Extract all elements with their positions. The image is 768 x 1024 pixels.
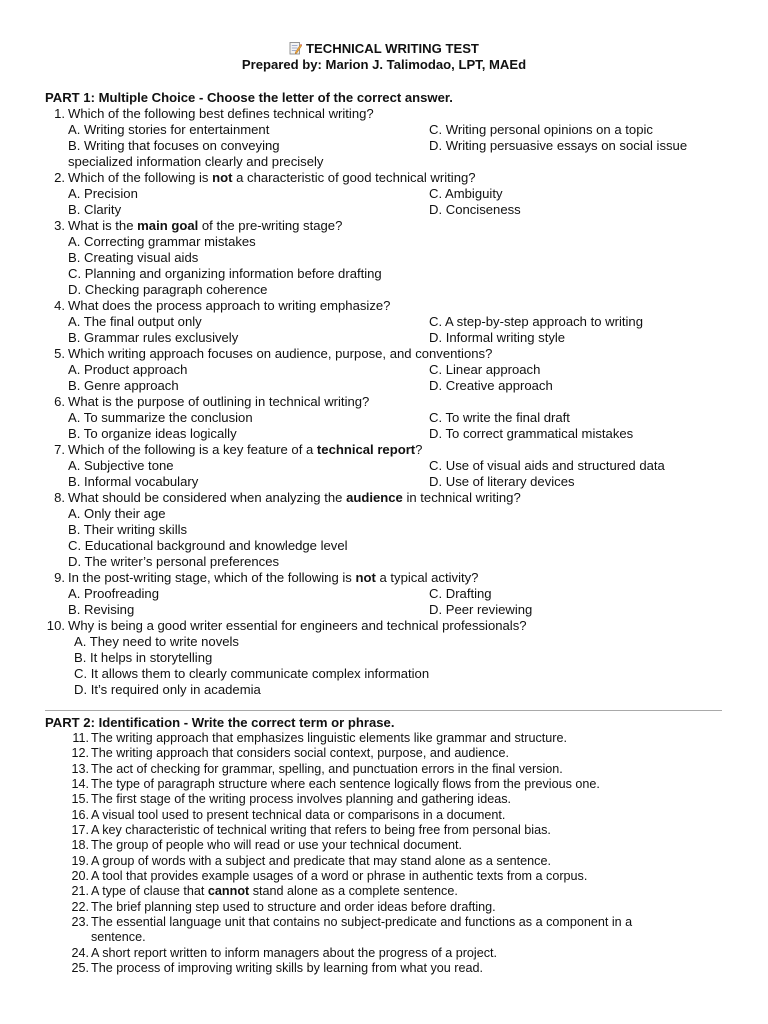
identification-item <box>45 961 735 976</box>
item-number: 12. <box>71 746 89 761</box>
option-c: C. Use of visual aids and structured data <box>429 458 665 473</box>
item-text-post: stand alone as a complete sentence. <box>249 884 458 899</box>
option-row <box>45 138 735 154</box>
question-text-pre: What is the <box>68 218 138 233</box>
question-number: 6. <box>54 394 65 409</box>
option-a: A. To summarize the conclusion <box>68 410 253 425</box>
question-text <box>68 298 390 314</box>
prepared-by: Prepared by: Marion J. Talimodao, LPT, MAEd <box>241 57 527 72</box>
identification-item <box>45 838 735 853</box>
identification-item <box>45 792 735 807</box>
item-text-pre: The first stage of the writing process involves planning and gathering ideas. <box>91 792 512 807</box>
option-row <box>45 458 735 474</box>
item-text-pre: A group of words with a subject and predicate that may stand alone as a sentence. <box>91 853 551 868</box>
question-number: 7. <box>54 442 65 457</box>
question-text <box>68 570 478 586</box>
item-number: 13. <box>71 761 89 776</box>
question-text-post: ? <box>415 442 423 457</box>
item-number: 22. <box>71 899 89 914</box>
option-d: D. Creative approach <box>429 378 553 393</box>
question-stem <box>45 106 735 122</box>
item-number: 20. <box>71 869 89 884</box>
item-text <box>91 854 551 869</box>
option-row <box>45 410 735 426</box>
part2-section <box>45 715 735 977</box>
question-number: 5. <box>54 346 65 361</box>
question-text-pre: In the post-writing stage, which of the following is <box>68 570 356 585</box>
question-stem <box>45 442 735 458</box>
option-b: B. Informal vocabulary <box>68 474 199 489</box>
identification-item <box>45 854 735 869</box>
option-c: C. Planning and organizing information before drafting <box>68 266 382 281</box>
option-row <box>45 682 735 698</box>
option-b: B. Grammar rules exclusively <box>68 330 239 345</box>
item-text-pre: The act of checking for grammar, spelling, and punctuation errors in the final version. <box>91 761 563 776</box>
question-text-post: in technical writing? <box>402 490 521 505</box>
item-text <box>91 915 632 930</box>
question-number: 4. <box>54 298 65 313</box>
option-c: C. Writing personal opinions on a topic <box>429 122 653 137</box>
question-text-pre: What should be considered when analyzing the <box>68 490 347 505</box>
option-row <box>45 426 735 442</box>
option-row <box>45 650 735 666</box>
item-text-pre: The writing approach that considers social context, purpose, and audience. <box>91 746 509 761</box>
question-number: 8. <box>54 490 65 505</box>
question-text <box>68 618 527 634</box>
item-number: 15. <box>71 792 89 807</box>
question-3 <box>45 218 735 298</box>
header <box>0 0 768 73</box>
question-number: 10. <box>46 618 65 633</box>
option-d: D. Checking paragraph coherence <box>68 282 268 297</box>
question-text-pre: What does the process approach to writing emphasize? <box>68 298 391 313</box>
question-number: 1. <box>54 106 65 121</box>
identification-item <box>45 869 735 884</box>
item-text-pre: The process of improving writing skills by learning from what you read. <box>91 961 483 976</box>
option-a: A. Only their age <box>68 506 166 521</box>
item-text <box>91 731 567 746</box>
option-row <box>45 186 735 202</box>
question-7 <box>45 442 735 490</box>
item-text-pre: A short report written to inform managers about the progress of a project. <box>91 945 498 960</box>
question-stem <box>45 346 735 362</box>
item-text-pre: The writing approach that emphasizes linguistic elements like grammar and structure. <box>91 731 567 745</box>
question-stem <box>45 218 735 234</box>
option-a: A. Product approach <box>68 362 188 377</box>
option-a: A. They need to write novels <box>74 634 239 649</box>
option-b-continued: specialized information clearly and precisely <box>68 154 324 169</box>
item-text <box>91 746 509 761</box>
question-text <box>68 442 422 458</box>
identification-item-continued <box>45 930 735 945</box>
option-d: D. It’s required only in academia <box>74 682 261 697</box>
item-text <box>91 900 496 915</box>
option-row <box>45 474 735 490</box>
option-row <box>45 250 735 266</box>
question-stem <box>45 618 735 634</box>
option-c: C. Ambiguity <box>429 186 503 201</box>
item-text <box>91 792 511 807</box>
question-text-post: a typical activity? <box>375 570 479 585</box>
question-text-bold: technical report <box>316 442 416 457</box>
option-c: C. Educational background and knowledge level <box>68 538 348 553</box>
identification-item <box>45 946 735 961</box>
question-stem <box>45 570 735 586</box>
question-4 <box>45 298 735 346</box>
option-d: D. Informal writing style <box>429 330 566 345</box>
question-text <box>68 218 342 234</box>
part2-title: PART 2: Identification - Write the correct term or phrase. <box>45 715 395 730</box>
option-row <box>45 602 735 618</box>
question-text-bold: not <box>212 170 233 185</box>
option-row <box>45 154 735 170</box>
section-divider <box>45 710 722 711</box>
item-text-pre: The type of paragraph structure where each sentence logically flows from the previous one. <box>91 777 600 792</box>
option-row <box>45 266 735 282</box>
question-2 <box>45 170 735 218</box>
question-text <box>68 170 476 186</box>
item-text <box>91 762 563 777</box>
option-a: A. Subjective tone <box>68 458 174 473</box>
option-row <box>45 666 735 682</box>
identification-item <box>45 731 735 746</box>
question-stem <box>45 490 735 506</box>
identification-item <box>45 762 735 777</box>
option-a: A. Writing stories for entertainment <box>68 122 270 137</box>
question-text <box>68 346 492 362</box>
item-text-continued: sentence. <box>91 930 146 945</box>
question-6 <box>45 394 735 442</box>
question-text <box>68 490 521 506</box>
option-d: D. Conciseness <box>429 202 521 217</box>
item-number: 21. <box>71 884 89 899</box>
item-number: 16. <box>71 807 89 822</box>
identification-item <box>45 823 735 838</box>
option-row <box>45 586 735 602</box>
identification-item <box>45 746 735 761</box>
question-text-pre: Which of the following is <box>68 170 213 185</box>
option-b: B. Clarity <box>68 202 122 217</box>
question-10 <box>45 618 735 698</box>
identification-item <box>45 777 735 792</box>
item-number: 25. <box>71 961 89 976</box>
option-a: A. Correcting grammar mistakes <box>68 234 256 249</box>
option-a: A. Proofreading <box>68 586 159 601</box>
item-number: 19. <box>71 853 89 868</box>
question-text-pre: Which of the following is a key feature of a <box>68 442 317 457</box>
item-number: 18. <box>71 838 89 853</box>
question-text-bold: not <box>355 570 376 585</box>
item-text-pre: A key characteristic of technical writing that refers to being free from personal bias. <box>91 823 551 838</box>
option-row <box>45 554 735 570</box>
option-c: C. Drafting <box>429 586 492 601</box>
option-row <box>45 202 735 218</box>
question-stem <box>45 298 735 314</box>
option-c: C. It allows them to clearly communicate complex information <box>74 666 430 681</box>
identification-item <box>45 808 735 823</box>
item-text-pre: The group of people who will read or use your technical document. <box>91 838 463 853</box>
question-text-post: of the pre-writing stage? <box>198 218 343 233</box>
option-b: B. Their writing skills <box>68 522 188 537</box>
option-row <box>45 522 735 538</box>
item-text-pre: The brief planning step used to structure and order ideas before drafting. <box>91 899 496 914</box>
item-text <box>91 884 458 899</box>
item-text <box>91 823 551 838</box>
question-stem <box>45 170 735 186</box>
option-c: C. To write the final draft <box>429 410 570 425</box>
option-b: B. Creating visual aids <box>68 250 199 265</box>
question-text <box>68 106 374 122</box>
option-b: B. Writing that focuses on conveying <box>68 138 280 153</box>
question-number: 2. <box>54 170 65 185</box>
option-b: B. Genre approach <box>68 378 179 393</box>
question-text-post: a characteristic of good technical writing? <box>232 170 476 185</box>
item-text-pre: The essential language unit that contains no subject-predicate and functions as a component in a <box>91 915 633 930</box>
part1-title: PART 1: Multiple Choice - Choose the letter of the correct answer. <box>45 90 453 105</box>
question-text-bold: main goal <box>137 218 199 233</box>
option-d: D. Writing persuasive essays on social issue <box>429 138 688 153</box>
item-text-pre: A tool that provides example usages of a word or phrase in authentic texts from a corpus. <box>91 869 588 884</box>
option-b: B. Revising <box>68 602 135 617</box>
question-9 <box>45 570 735 618</box>
option-row <box>45 234 735 250</box>
item-text <box>91 777 600 792</box>
question-5 <box>45 346 735 394</box>
option-row <box>45 314 735 330</box>
title-line <box>0 41 768 57</box>
option-d: D. Peer reviewing <box>429 602 533 617</box>
item-number: 23. <box>71 915 89 930</box>
option-c: C. Linear approach <box>429 362 541 377</box>
question-stem <box>45 394 735 410</box>
item-text <box>91 946 497 961</box>
option-row <box>45 506 735 522</box>
item-number: 24. <box>71 945 89 960</box>
option-d: D. Use of literary devices <box>429 474 575 489</box>
option-d: D. The writer’s personal preferences <box>68 554 280 569</box>
option-row <box>45 122 735 138</box>
question-text-pre: Why is being a good writer essential for engineers and technical professionals? <box>68 618 527 633</box>
item-text-pre: A type of clause that <box>91 884 208 899</box>
option-c: C. A step-by-step approach to writing <box>429 314 643 329</box>
item-number: 14. <box>71 777 89 792</box>
part1-section <box>45 90 735 698</box>
question-8 <box>45 490 735 570</box>
identification-item <box>45 884 735 899</box>
option-row <box>45 362 735 378</box>
option-a: A. Precision <box>68 186 138 201</box>
question-1 <box>45 106 735 170</box>
identification-item <box>45 915 735 930</box>
question-text-bold: audience <box>346 490 403 505</box>
question-text-pre: What is the purpose of outlining in technical writing? <box>68 394 370 409</box>
option-row <box>45 538 735 554</box>
option-row <box>45 378 735 394</box>
question-text-pre: Which writing approach focuses on audience, purpose, and conventions? <box>68 346 493 361</box>
item-number: 17. <box>71 823 89 838</box>
option-d: D. To correct grammatical mistakes <box>429 426 634 441</box>
item-text <box>91 869 587 884</box>
identification-item <box>45 900 735 915</box>
option-a: A. The final output only <box>68 314 202 329</box>
option-row <box>45 330 735 346</box>
question-number: 3. <box>54 218 65 233</box>
item-text-pre: A visual tool used to present technical data or comparisons in a document. <box>91 807 506 822</box>
option-row <box>45 634 735 650</box>
question-number: 9. <box>54 570 65 585</box>
item-text-bold: cannot <box>207 884 250 899</box>
page-title: TECHNICAL WRITING TEST <box>306 41 479 56</box>
item-text <box>91 961 483 976</box>
item-text <box>91 808 505 823</box>
option-b: B. To organize ideas logically <box>68 426 237 441</box>
question-text-pre: Which of the following best defines technical writing? <box>68 106 374 121</box>
option-row <box>45 282 735 298</box>
item-text <box>91 838 462 853</box>
option-b: B. It helps in storytelling <box>74 650 213 665</box>
question-text <box>68 394 369 410</box>
item-number: 11. <box>72 731 89 745</box>
memo-icon <box>289 41 302 55</box>
